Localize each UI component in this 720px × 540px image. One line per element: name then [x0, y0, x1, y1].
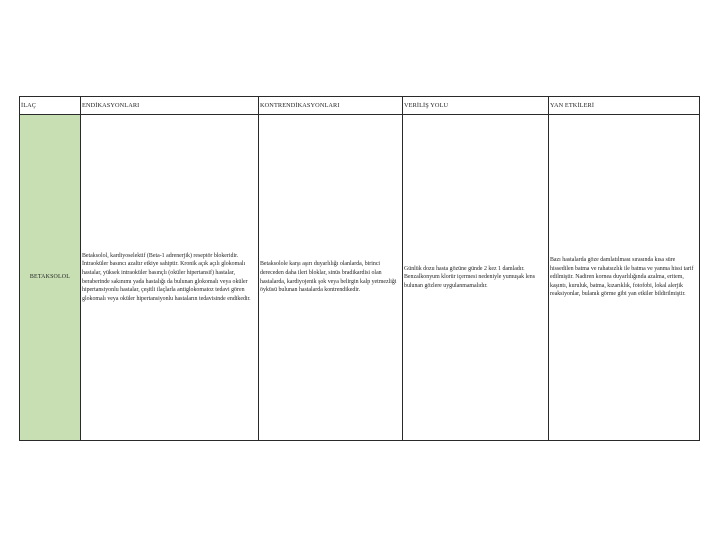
administration-cell: Günlük dozu hasta gözüne günde 2 kez 1 damladır. Benzalkonyum klorür içermesi nedeniyle yumuşak lens bulunan gözlere uygulanmamalıdır. [403, 115, 549, 441]
header-indications: ENDİKASYONLARI [81, 97, 259, 115]
table-row [20, 115, 700, 441]
header-row [20, 97, 700, 115]
side-effects-cell: Bazı hastalarda göze damlatılması sırasında kısa süre hissedilen batma ve rahatsızlık ile batma ve yanma hissi tarif edilmiştir. Nadiren kornea duyarlılığında azalma, eritem, kaşıntı, kuruluk, batma, kızarıklık, fotofobi, lokal alerjik reaksiyonlar, bulanık görme gibi yan etkiler bildirilmiştir. [549, 115, 700, 441]
drug-name-cell: BETAKSOLOL [20, 115, 81, 441]
header-side-effects: YAN ETKİLERİ [549, 97, 700, 115]
drug-info-table [19, 96, 700, 441]
contraindications-cell: Betaksolole karşı aşırı duyarlılığı olanlarda, birinci dereceden daha ileri bloklar, sinüs bradikardisi olan hastalarda, kardiyojenik şok veya belirgin kalp yetmezliği öyküsü bulunan hastalarda kontrendikedir. [259, 115, 403, 441]
indications-cell: Betaksolol, kardiyoselektif (Beta‐1 adrenerjik) reseptör blokeridir. İntraoküler basıncı azaltır etkiye sahiptir. Kronik açık açılı glokomalı hastalar, yüksek intraoküler basınçlı (oküler hipertansif) hastalar, beraberinde sakınımı yada hastalığı da bulunan glokomalı veya oküler hipertansiyonlu hastalar, çeşitli ilaçlarla antiglokomatoz tedavi gören glokomalı veya oküler hipertansiyonlu hastaların tedavisinde endikedir. [81, 115, 259, 441]
header-contraindications: KONTRENDİKASYONLARI [259, 97, 403, 115]
header-drug: İLAÇ [20, 97, 81, 115]
header-administration: VERİLİŞ YOLU [403, 97, 549, 115]
